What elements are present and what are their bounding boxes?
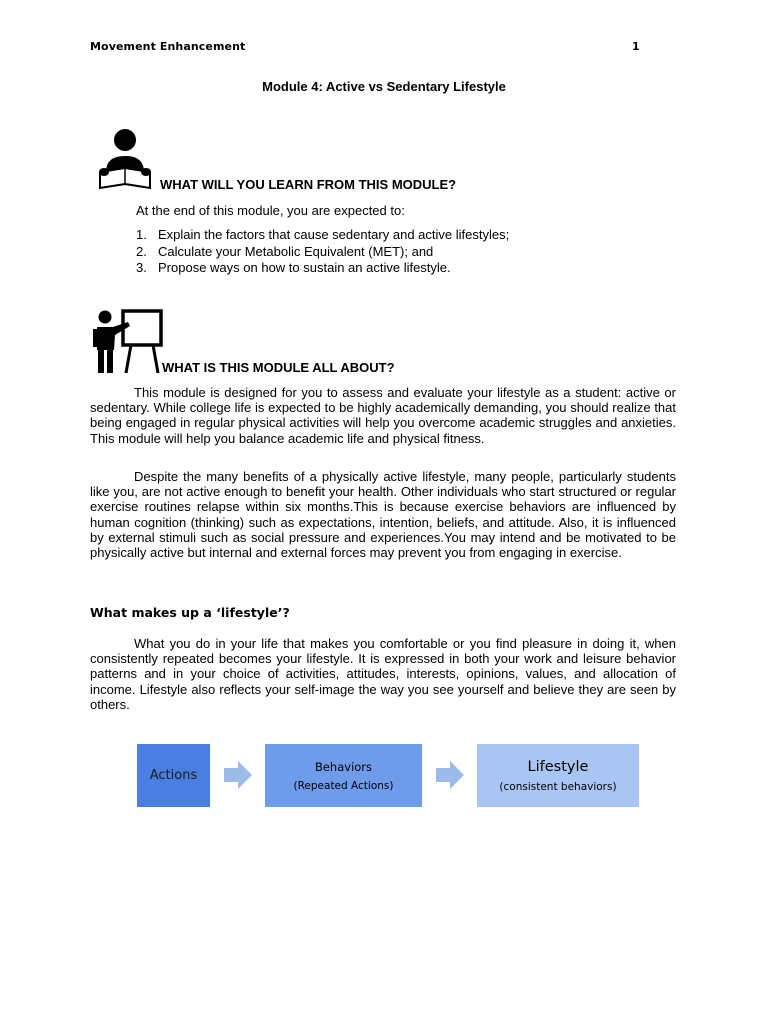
flow-box-behaviors: Behaviors (Repeated Actions) (265, 744, 422, 807)
objective-item: 3. Propose ways on how to sustain an active lifestyle. (136, 260, 451, 275)
about-paragraph-2: Despite the many benefits of a physically active lifestyle, many people, particularly students like you, are not active enough to benefit your health. Other individuals who start structured or regular exercise routines relapse within six months.This is because exercise behaviors are influenced by human cognition (thinking) such as expectations, intention, beliefs, and attitude. Also, it is influenced by external stimuli such as social pressure and experiences.You may intend and be motivated to be physically active but internal and external forces may prevent you from engaging in exercise. (90, 469, 676, 561)
objectives-list (136, 227, 656, 277)
objective-item: 2. Calculate your Metabolic Equivalent (MET); and (136, 243, 434, 259)
page-title: Module 4: Active vs Sedentary Lifestyle (262, 79, 506, 94)
flow-box-lifestyle: Lifestyle (consistent behaviors) (477, 744, 639, 807)
teacher-board-icon (88, 308, 166, 376)
flow-box-actions: Actions (137, 744, 210, 807)
arrow-right-icon (224, 760, 252, 790)
page-number: 1 (632, 40, 640, 53)
learn-heading: WHAT WILL YOU LEARN FROM THIS MODULE? (160, 177, 457, 192)
lifestyle-question: What makes up a ‘lifestyle’? (90, 605, 290, 620)
running-header: Movement Enhancement (90, 40, 246, 53)
learn-intro: At the end of this module, you are expected to: (136, 203, 405, 218)
lifestyle-paragraph: What you do in your life that makes you comfortable or you find pleasure in doing it, when consistently repeated becomes your lifestyle. It is expressed in both your work and leisure behavior patterns and in your choice of activities, attitudes, interests, opinions, values, and allocation of income. Lifestyle also reflects your self-image the way you see yourself and believe they are seen by others. (90, 636, 676, 712)
reader-icon (92, 126, 156, 192)
arrow-right-icon (436, 760, 464, 790)
about-heading: WHAT IS THIS MODULE ALL ABOUT? (162, 360, 395, 375)
objective-item: 1. Explain the factors that cause sedentary and active lifestyles; (136, 227, 510, 242)
about-paragraph-1: This module is designed for you to assess and evaluate your lifestyle as a student: active or sedentary. While college life is expected to be highly academically demanding, you should realize that being engaged in regular physical activities will help you overcome academic struggles and anxieties. This module will help you balance academic life and physical fitness. (90, 385, 676, 446)
